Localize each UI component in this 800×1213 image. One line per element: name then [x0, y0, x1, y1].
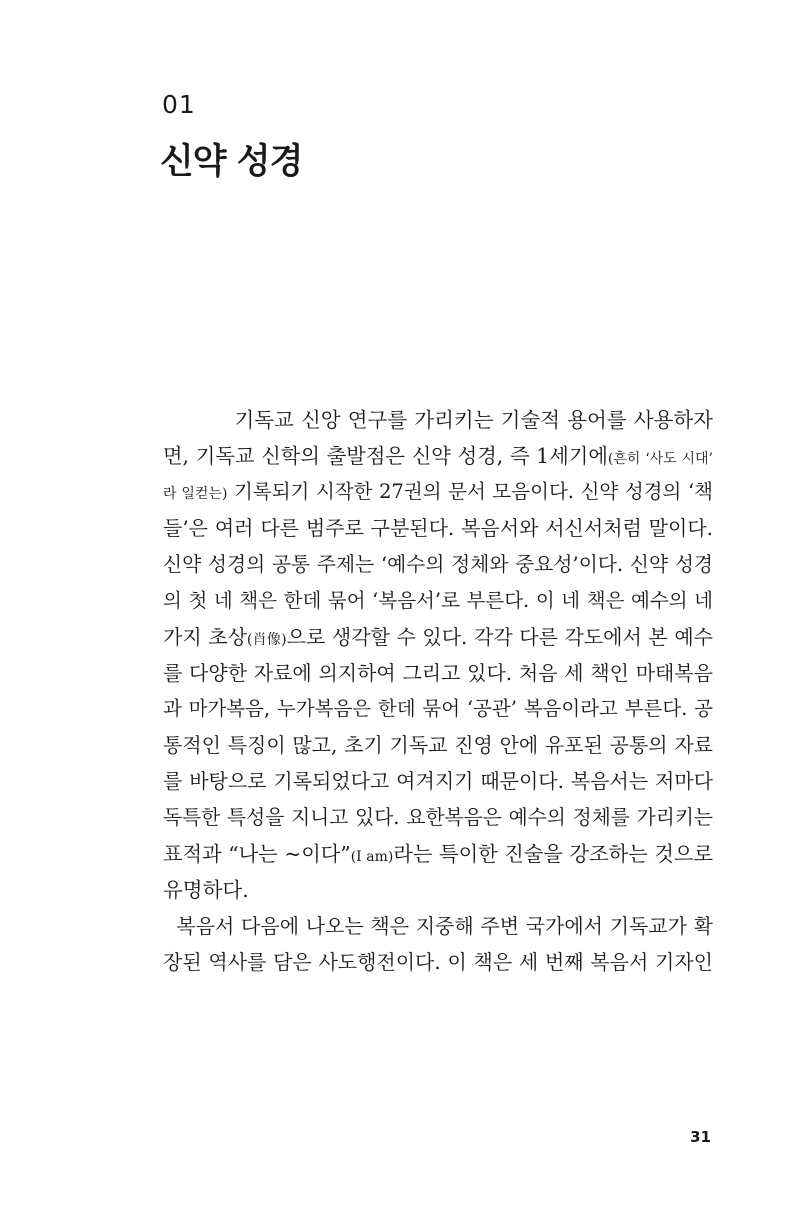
- text-line: 통적인 특징이 많고, 초기 기독교 진영 안에 유포된 공통의 자료: [163, 733, 713, 758]
- parenthetical-note: (I am): [350, 848, 394, 865]
- parenthetical-note: (흔히 ‘사도 시대’: [607, 451, 713, 468]
- text-line: 가지 초상(肖像)으로 생각할 수 있다. 각각 다른 각도에서 본 예수: [163, 624, 714, 649]
- text-line: 면, 기독교 신학의 출발점은 신약 성경, 즉 1세기에(흔히 ‘사도 시대’: [163, 444, 713, 469]
- text-line: 를 바탕으로 기록되었다고 여겨지기 때문이다. 복음서는 저마다: [163, 769, 713, 794]
- parenthetical-note: (肖像): [246, 631, 287, 648]
- chapter-title: 신약 성경: [160, 142, 303, 182]
- text-line: 표적과 “나는 ~이다”(I am)라는 특이한 진술을 강조하는 것으로: [163, 841, 714, 866]
- text-line: 장된 역사를 담은 사도행전이다. 이 책은 세 번째 복음서 기자인: [163, 950, 713, 975]
- body-text: [163, 402, 713, 980]
- text-line: 유명하다.: [163, 877, 249, 902]
- text-line: 신약 성경의 공통 주제는 ‘예수의 정체와 중요성’이다. 신약 성경: [163, 552, 713, 576]
- text-line: 과 마가복음, 누가복음은 한데 묶어 ‘공관’ 복음이라고 부른다. 공: [163, 697, 713, 721]
- text-line: 독특한 특성을 지니고 있다. 요한복음은 예수의 정체를 가리키는: [163, 805, 713, 829]
- text-line: 라 일컫는) 기록되기 시작한 27권의 문서 모음이다. 신약 성경의 ‘책: [163, 480, 713, 504]
- parenthetical-note: 라 일컫는): [163, 486, 228, 503]
- page-number: 31: [690, 1128, 711, 1146]
- text-line: 를 다양한 자료에 의지하여 그리고 있다. 처음 세 책인 마태복음: [163, 660, 713, 685]
- text-line: 복음서 다음에 나오는 책은 지중해 주변 국가에서 기독교가 확: [163, 913, 713, 938]
- chapter-number: 01: [162, 90, 196, 119]
- text-line: 의 첫 네 책은 한데 묶어 ‘복음서’로 부른다. 이 네 책은 예수의 네: [163, 588, 713, 612]
- text-line: 기독교 신앙 연구를 가리키는 기술적 용어를 사용하자: [163, 408, 713, 432]
- text-line: 들’은 여러 다른 범주로 구분된다. 복음서와 서신서처럼 말이다.: [163, 516, 713, 541]
